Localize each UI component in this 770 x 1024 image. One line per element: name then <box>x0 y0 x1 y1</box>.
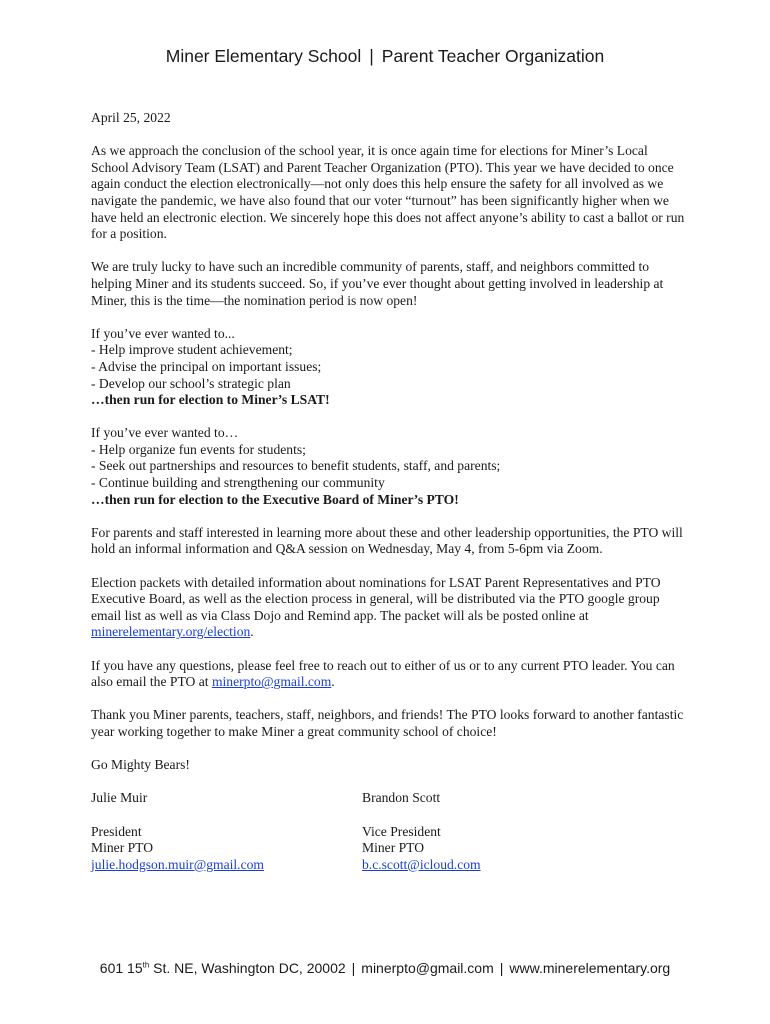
lsat-item: - Advise the principal on important issues; <box>91 358 322 374</box>
pto-item: - Help organize fun events for students; <box>91 441 306 457</box>
closing: Go Mighty Bears! <box>91 757 190 773</box>
signer-title: Vice President <box>362 823 441 839</box>
pto-item: - Continue building and strengthening our community <box>91 475 385 491</box>
lsat-section <box>91 326 687 409</box>
pto-email-link[interactable]: minerpto@gmail.com <box>211 674 332 690</box>
signature-vice-president <box>362 790 622 873</box>
org-name: Parent Teacher Organization <box>381 46 605 66</box>
period: . <box>250 624 254 640</box>
address-street: St. NE, Washington DC, 20002 <box>149 960 346 976</box>
footer-email: minerpto@gmail.com <box>361 960 494 976</box>
school-name: Miner Elementary School <box>165 46 362 66</box>
election-packets-text: Election packets with detailed information about nominations for LSAT Parent Representatives and PTO Executive Board, as well as the election process in general, will be distributed via the PTO google group email list as well as via Class Dojo and Remind app. The packet will als be posted online at <box>91 574 661 623</box>
signer-name: Brandon Scott <box>362 790 441 806</box>
header-separator: | <box>369 46 374 66</box>
footer-separator: | <box>351 960 356 976</box>
signature-president <box>91 790 351 873</box>
lsat-intro: If you’ve ever wanted to... <box>91 325 235 341</box>
address-ordinal: th <box>142 960 150 970</box>
paragraph-election-packets <box>91 575 687 641</box>
footer-separator: | <box>499 960 504 976</box>
questions-text: If you have any questions, please feel free to reach out to either of us or to any current PTO leader. You can also email the PTO at <box>91 657 675 690</box>
signer-email-link[interactable]: b.c.scott@icloud.com <box>362 856 481 872</box>
address-number: 601 15 <box>99 960 143 976</box>
pto-intro: If you’ve ever wanted to… <box>91 425 239 441</box>
signer-org: Miner PTO <box>91 840 154 856</box>
signer-title: President <box>91 823 142 839</box>
paragraph-intro: As we approach the conclusion of the school year, it is once again time for elections for Miner’s Local School Advisory Team (LSAT) and Parent Teacher Organization (PTO). This year we have decided to once again conduct the election electronically—not only does this help ensure the safety for all involved as we navigate the pandemic, we have also found that our voter “turnout” has been significantly higher when we have held an electronic election. We sincerely hope this does not affect anyone’s ability to cast a ballot or run for a position. <box>91 143 685 242</box>
election-link[interactable]: minerelementary.org/election <box>91 624 251 640</box>
letter-date: April 25, 2022 <box>91 110 171 125</box>
period: . <box>331 674 335 690</box>
signer-name: Julie Muir <box>91 790 148 806</box>
footer-address <box>100 960 346 976</box>
pto-section <box>91 425 687 508</box>
pto-call-to-action: …then run for election to the Executive Board of Miner’s PTO! <box>91 491 459 507</box>
signature-block <box>91 790 687 880</box>
lsat-call-to-action: …then run for election to Miner’s LSAT! <box>91 392 330 408</box>
letterhead <box>0 46 770 67</box>
paragraph-thanks: Thank you Miner parents, teachers, staff, neighbors, and friends! The PTO looks forward to another fantastic year working together to make Miner a great community school of choice! <box>91 707 684 739</box>
pto-item: - Seek out partnerships and resources to benefit students, staff, and parents; <box>91 458 501 474</box>
paragraph-community: We are truly lucky to have such an incredible community of parents, staff, and neighbors committed to helping Miner and its students succeed. So, if you’ve ever thought about getting involved in leadership at Miner, this is the time—the nomination period is now open! <box>91 259 664 308</box>
footer-website: www.minerelementary.org <box>509 960 671 976</box>
paragraph-questions <box>91 658 687 691</box>
paragraph-info-session: For parents and staff interested in learning more about these and other leadership opportunities, the PTO will hold an informal information and Q&A session on Wednesday, May 4, from 5-6pm via Zoom. <box>91 524 683 557</box>
signer-email-link[interactable]: julie.hodgson.muir@gmail.com <box>91 856 264 872</box>
lsat-item: - Develop our school’s strategic plan <box>91 375 291 391</box>
signer-org: Miner PTO <box>362 840 425 856</box>
footer <box>0 960 770 976</box>
lsat-item: - Help improve student achievement; <box>91 342 293 358</box>
letter-body <box>91 110 687 880</box>
